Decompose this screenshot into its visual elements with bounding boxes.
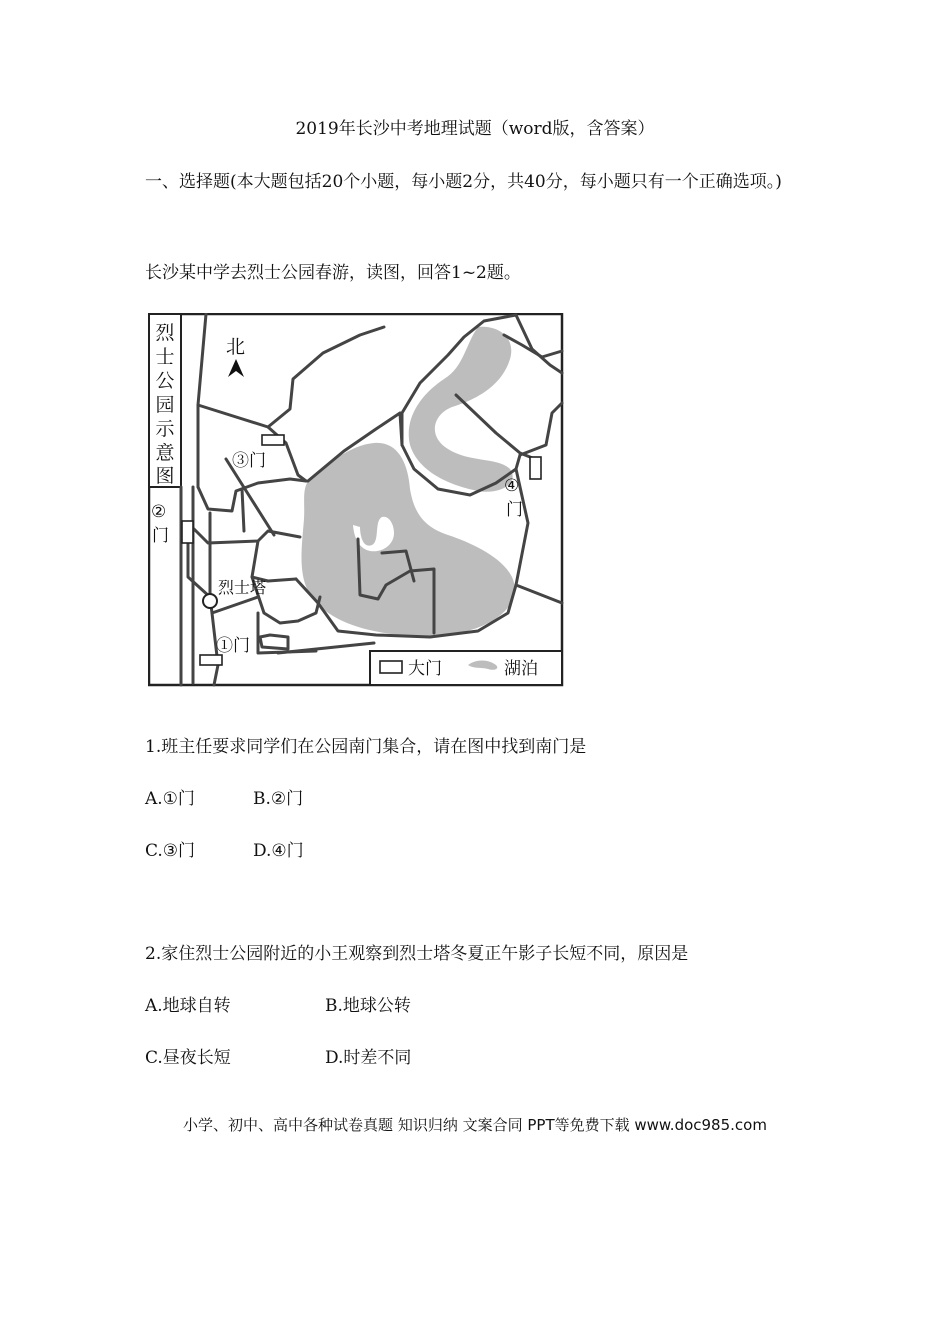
- document-title: 2019年长沙中考地理试题（word版，含答案）: [295, 119, 655, 139]
- map-caption-char: 图: [155, 465, 175, 487]
- question-1-option-c: C.③门: [145, 841, 196, 861]
- legend-lake-label: 湖泊: [504, 659, 538, 679]
- martyrs-tower-marker: [203, 594, 217, 608]
- question-2-option-c: C.昼夜长短: [145, 1048, 231, 1068]
- question-1-option-a: A.①门: [145, 789, 195, 809]
- gate-4-marker: [530, 457, 541, 479]
- gate-1-marker: [200, 655, 222, 665]
- gate-3-marker: [262, 435, 284, 445]
- question-1-stem: 1.班主任要求同学们在公园南门集合，请在图中找到南门是: [145, 737, 587, 757]
- map-caption-char: 意: [155, 442, 175, 464]
- question-1-option-d: D.④门: [253, 841, 304, 861]
- map-caption-char: 烈: [155, 322, 175, 344]
- martyrs-tower-label: 烈士塔: [218, 578, 267, 597]
- park-map: [148, 313, 564, 687]
- gate-3-label: ③门: [232, 451, 266, 471]
- legend-gate-icon: [380, 661, 402, 673]
- question-2-stem: 2.家住烈士公园附近的小王观察到烈士塔冬夏正午影子长短不同，原因是: [145, 944, 689, 964]
- footer-text: 小学、初中、高中各种试卷真题 知识归纳 文案合同 PPT等免费下载 www.doc985.com: [183, 1116, 767, 1134]
- intro-text: 长沙某中学去烈士公园春游，读图，回答1~2题。: [145, 263, 521, 283]
- map-caption-char: 士: [155, 346, 175, 368]
- gate-2-marker: [182, 521, 193, 543]
- question-2-option-a: A.地球自转: [145, 996, 231, 1016]
- question-1-option-b: B.②门: [253, 789, 304, 809]
- question-2-option-b: B.地球公转: [325, 996, 411, 1016]
- map-caption: [155, 322, 175, 487]
- gate-4-label: ④: [504, 476, 520, 496]
- gate-2-label: ②: [151, 502, 167, 522]
- gate-4-label: 门: [506, 500, 523, 520]
- map-caption-char: 园: [155, 394, 175, 416]
- gate-1-label: ①门: [216, 636, 250, 656]
- north-label: 北: [226, 336, 246, 358]
- map-caption-char: 公: [155, 370, 175, 392]
- question-2-option-d: D.时差不同: [325, 1048, 412, 1068]
- section-heading: 一、选择题(本大题包括20个小题，每小题2分，共40分，每小题只有一个正确选项。): [145, 172, 782, 192]
- gate-2-label: 门: [152, 526, 169, 546]
- map-caption-char: 示: [155, 418, 175, 440]
- legend-gate-label: 大门: [408, 659, 442, 679]
